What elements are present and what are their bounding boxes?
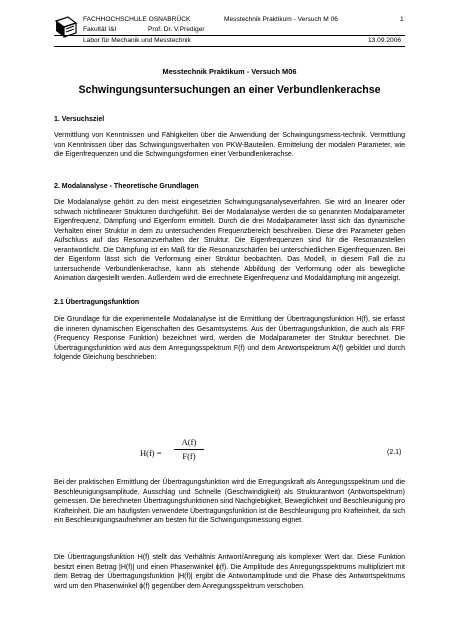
header-lab: Labor für Mechanik und Messtechnik xyxy=(83,37,191,44)
equation-fraction xyxy=(174,437,204,462)
header-bottom-divider xyxy=(54,46,405,47)
equation-numerator: A(f) xyxy=(181,437,197,447)
header-professor: Prof. Dr. V.Prediger xyxy=(148,26,205,33)
header-doc-ref: Messtechnik Praktikum - Versuch M 06 xyxy=(224,16,338,23)
section-body-modalanalyse: Die Modalanalyse gehört zu den meist eingesetzten Schwingungsanalyseverfahren. Sie wird an linearer oder schwach nichtlinearer Strukturen durchgeführt. Bei der Modalanalyse werden die so genannten Modalparameter Eigenfrequenz, Dämpfung und Eigenform ermittelt. Durch die drei Modalparameter lässt sich das dynamische Verhalten einer Struktur in dem zu untersuchenden Frequenzbereich beschreiben. Diese drei Parameter geben Aufschluss auf das Resonanzverhalten der Struktur. Die Eigenfrequenzen sind für die Resonanzstellen verantwortlicht. Die Dämpfung ist ein Maß für die Resonanzschärfen bei unterschiedlichen Eigenfrequenzen. Bei der Eigenform lässt sich die Verformung einer Struktur beobachten. Das Modell, in diesem Fall die zu untersuchende Verbundlenkerachse, kann als stehende Abbildung der Verformung oder als bewegliche Animation dargestellt werden. Außerdem wird die errechnete Eigenfrequenz und Modaldämpfung mit angezeigt. xyxy=(54,199,405,282)
section-heading-modalanalyse: 2. Modalanalyse - Theoretische Grundlagen xyxy=(54,183,199,190)
header-faculty: Fakultät I&I xyxy=(83,26,117,33)
document-title: Messtechnik Praktikum - Versuch M06 xyxy=(162,67,297,76)
section-heading-uebertragungsfunktion: 2.1 Übertragungsfunktion xyxy=(54,299,140,306)
section-body-uebertragungsfunktion-complex: Die Übertragungsfunktion H(f) stellt das Verhältnis Antwort/Anregung als komplexer Wert dar. Diese Funktion besitzt einen Betrag |H(f)| und einen Phasenwinkel ϕ(f). Die Amplitude des Anregungsspektrums multipliziert mit dem Betrag der Übertragungsfunktion |H(f)| ergibt die Antwortamplitude und die Phase des Antwortspektrums wird um den Phasenwinkel ϕ(f) gegenüber dem Anregungsspektrum verschoben. xyxy=(54,554,405,590)
document-subtitle: Schwingungsuntersuchungen an einer Verbundlenkerachse xyxy=(78,84,381,96)
section-body-versuchsziel: Vermittlung von Kenntnissen und Fähigkeiten über die Anwendung der Schwingungsmess-technik. Vermittlung von Kenntnissen über das Schwingungsverhalten von PKW-Bauteilen. Ermittelung der modalen Parameter, wie die Eigenfrequenzen und die Schwingungsformen einer Verbundlenkerachse. xyxy=(54,132,405,158)
header-page-number: 1 xyxy=(400,16,404,23)
header-institution: FACHHOCHSCHULE OSNABRÜCK xyxy=(83,16,191,23)
section-body-uebertragungsfunktion-intro: Die Grundlage für die experimentelle Modalanalyse ist die Ermittlung der Übertragungsfunktion H(f), sie erfasst die inneren dynamischen Eigenschaften des Gesamtsystems. Aus der Übertragungsfunktion, die auch als FRF (Frequency Response Funktion) bezeichnet wird, werden die Modalparameter der Struktur berechnet. Die Übertragungsfunktion wird aus dem Anregungsspektrum F(f) und dem Antwortspektrum A(f) gebildet und durch folgende Gleichung beschrieben: xyxy=(54,316,405,361)
fraction-bar xyxy=(174,449,204,450)
header-divider xyxy=(54,35,405,36)
equation-lhs: H(f) = xyxy=(140,448,162,458)
equation-number: (2.1) xyxy=(387,449,402,456)
equation-transfer-function xyxy=(140,437,230,467)
section-body-uebertragungsfunktion-measurement: Bei der praktischen Ermittlung der Übertragungsfunktion wird die Erregungskraft als Anregungsspektrum und die Beschleunigungsamplitude, Ausschlag und Schnelle (Geschwindigkeit) als Strukturantwort (Antwortspektrum) gemessen. Die berechneten Übertragungsfunktionen sind Nachgiebigkeit, Beweglichkeit und Beschleunigung pro Krafteinheit. Die am häufigsten verwendete Übertragungsfunktion ist die Beschleunigung pro Krafteinheit, da sich ein Beschleunigungsaufnehmer am besten für die Schwingungsmessung eignet. xyxy=(54,479,406,524)
section-heading-versuchsziel: 1. Versuchsziel xyxy=(54,116,105,123)
header-date: 13.09.2006 xyxy=(368,37,402,44)
equation-denominator: F(f) xyxy=(182,451,196,461)
